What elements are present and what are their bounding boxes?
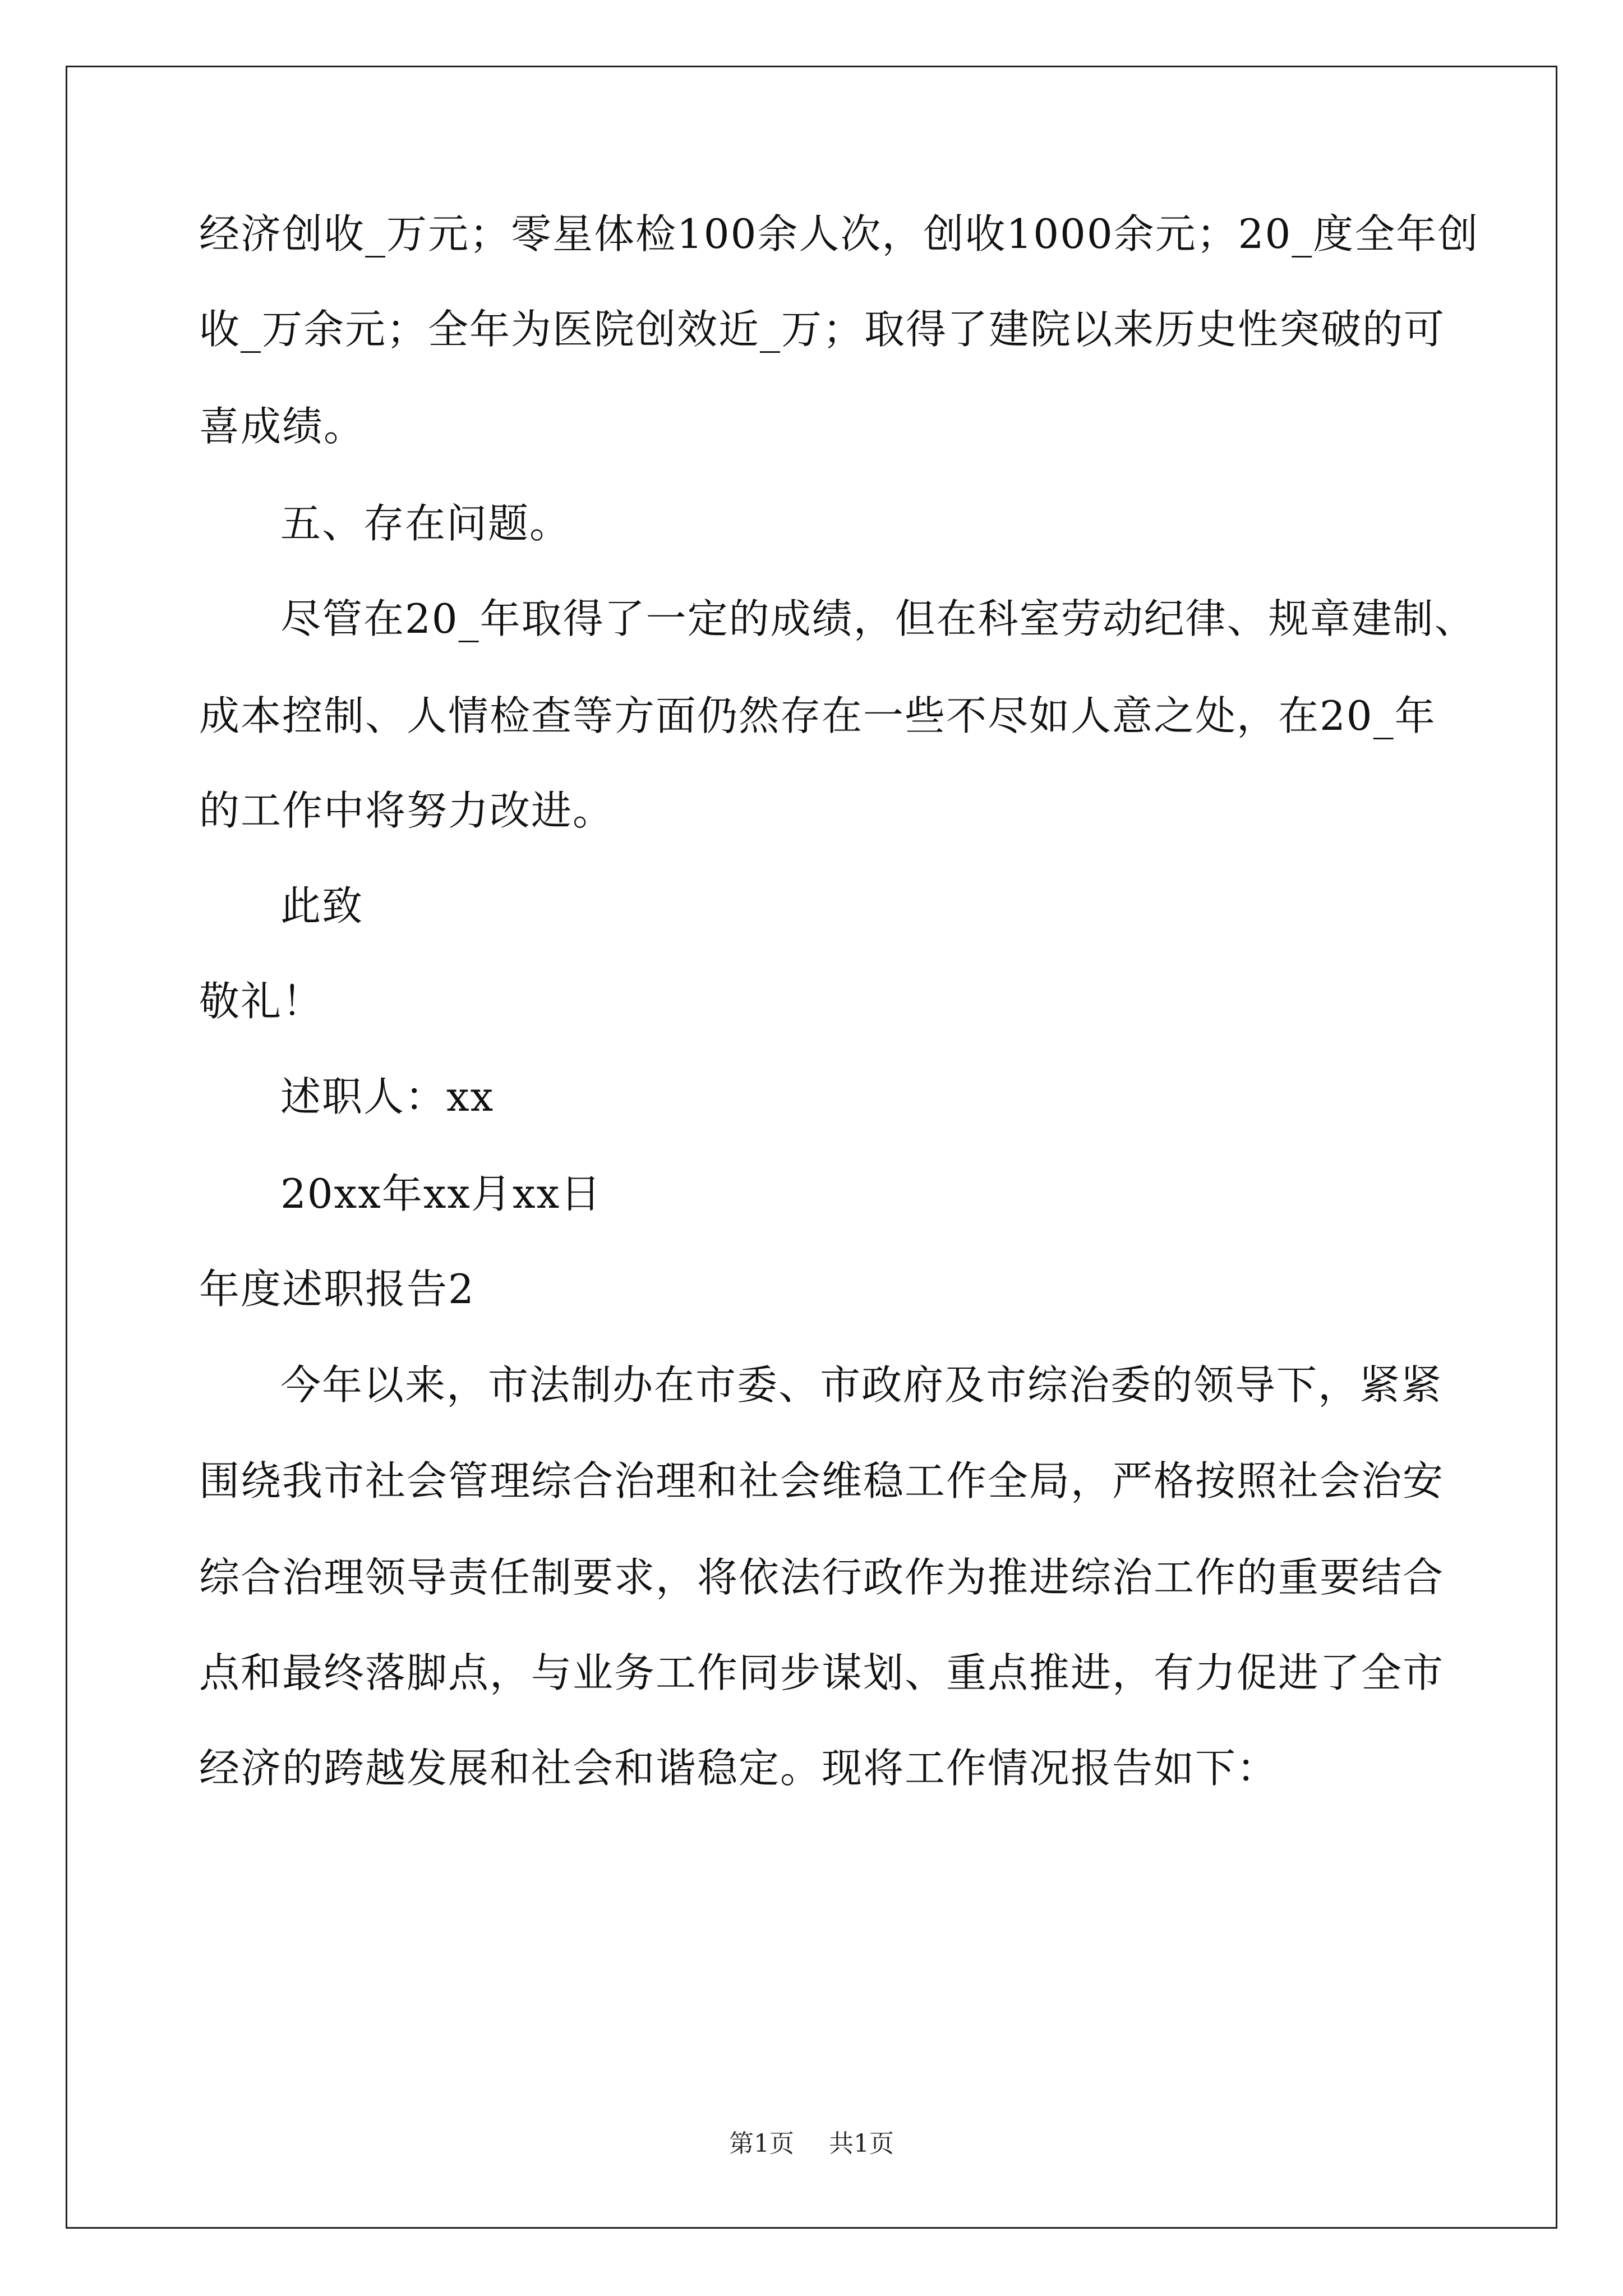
- closing-salutation: 此致: [280, 882, 364, 930]
- paragraph-line: 经济创收_万元；零星体检100余人次，创收1000余元；20_度全年创: [199, 210, 1479, 257]
- paragraph-line: 综合治理领导责任制要求，将依法行政作为推进综治工作的重要结合: [199, 1554, 1445, 1601]
- page-border: [66, 66, 1557, 2229]
- section-title: 年度述职报告2: [199, 1266, 475, 1313]
- paragraph-line: 围绕我市社会管理综合治理和社会维稳工作全局，严格按照社会治安: [199, 1457, 1445, 1504]
- page-number: 第1页: [729, 2129, 794, 2158]
- paragraph-line: 收_万余元；全年为医院创效近_万；取得了建院以来历史性突破的可: [199, 306, 1446, 353]
- signature-date: 20xx年xx月xx日: [280, 1170, 602, 1217]
- paragraph-line: 点和最终落脚点，与业务工作同步谋划、重点推进，有力促进了全市: [199, 1649, 1445, 1696]
- total-pages: 共1页: [829, 2129, 894, 2158]
- page-footer: [0, 2127, 1623, 2161]
- paragraph-line: 今年以来，市法制办在市委、市政府及市综治委的领导下，紧紧: [280, 1361, 1443, 1409]
- paragraph-line: 喜成绩。: [199, 403, 366, 450]
- paragraph-line: 尽管在20_年取得了一定的成绩，但在科室劳动纪律、规章建制、: [280, 595, 1476, 642]
- paragraph-line: 成本控制、人情检查等方面仍然存在一些不尽如人意之处，在20_年: [199, 692, 1436, 739]
- paragraph-line: 经济的跨越发展和社会和谐稳定。现将工作情况报告如下：: [199, 1745, 1279, 1792]
- signature-name: 述职人：xx: [280, 1073, 495, 1120]
- section-heading: 五、存在问题。: [280, 500, 571, 547]
- paragraph-line: 的工作中将努力改进。: [199, 787, 615, 834]
- closing-regards: 敬礼！: [199, 978, 324, 1025]
